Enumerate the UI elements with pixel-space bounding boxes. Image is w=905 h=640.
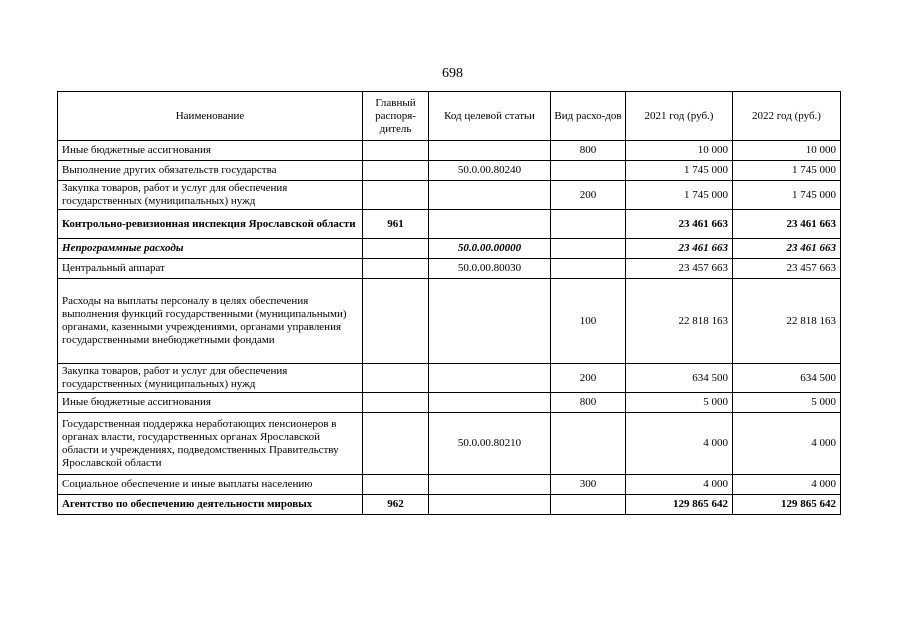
cell-year-2021: 4 000 [626,413,733,475]
table-row [58,495,841,515]
table-row [58,161,841,181]
cell-name: Расходы на выплаты персоналу в целях обеспечения выполнения функций государственными (муниципальными) органами, казенными учреждениями, органами управления государственными внебюджетными фондами [58,279,363,364]
cell-year-2021: 129 865 642 [626,495,733,515]
cell-expense-kind: 800 [551,393,626,413]
cell-year-2021: 23 461 663 [626,239,733,259]
cell-target-code [429,141,551,161]
cell-year-2021: 22 818 163 [626,279,733,364]
cell-year-2021: 4 000 [626,475,733,495]
cell-year-2022: 10 000 [733,141,841,161]
table-row [58,210,841,239]
cell-expense-kind: 800 [551,141,626,161]
cell-expense-kind [551,495,626,515]
table-row [58,279,841,364]
table-row [58,239,841,259]
cell-year-2021: 10 000 [626,141,733,161]
cell-year-2022: 23 461 663 [733,239,841,259]
cell-name: Иные бюджетные ассигнования [58,141,363,161]
budget-table [57,91,841,515]
header-expense-kind: Вид расхо-дов [551,92,626,141]
cell-expense-kind: 200 [551,181,626,210]
cell-main-manager [363,393,429,413]
cell-name: Выполнение других обязательств государства [58,161,363,181]
header-name: Наименование [58,92,363,141]
cell-year-2021: 634 500 [626,364,733,393]
cell-year-2021: 5 000 [626,393,733,413]
cell-expense-kind: 100 [551,279,626,364]
cell-year-2021: 23 457 663 [626,259,733,279]
cell-main-manager: 962 [363,495,429,515]
cell-name: Закупка товаров, работ и услуг для обеспечения государственных (муниципальных) нужд [58,364,363,393]
cell-target-code [429,210,551,239]
cell-expense-kind [551,161,626,181]
table-row [58,259,841,279]
cell-main-manager [363,239,429,259]
cell-main-manager [363,161,429,181]
cell-name: Контрольно-ревизионная инспекция Ярославской области [58,210,363,239]
cell-main-manager [363,279,429,364]
cell-target-code: 50.0.00.00000 [429,239,551,259]
cell-name: Закупка товаров, работ и услуг для обеспечения государственных (муниципальных) нужд [58,181,363,210]
cell-name: Государственная поддержка неработающих пенсионеров в органах власти, государственных органах Ярославской области и учреждениях, подведомственных Правительству Ярославской области [58,413,363,475]
cell-expense-kind [551,413,626,475]
cell-name: Иные бюджетные ассигнования [58,393,363,413]
cell-main-manager [363,364,429,393]
cell-year-2022: 23 457 663 [733,259,841,279]
cell-target-code [429,181,551,210]
cell-main-manager [363,259,429,279]
cell-year-2022: 1 745 000 [733,181,841,210]
table-row [58,393,841,413]
cell-year-2022: 4 000 [733,475,841,495]
cell-target-code [429,495,551,515]
cell-year-2022: 634 500 [733,364,841,393]
cell-year-2022: 4 000 [733,413,841,475]
cell-year-2022: 1 745 000 [733,161,841,181]
cell-year-2022: 5 000 [733,393,841,413]
cell-expense-kind: 200 [551,364,626,393]
cell-main-manager [363,413,429,475]
table-row [58,475,841,495]
cell-year-2021: 1 745 000 [626,161,733,181]
cell-year-2022: 22 818 163 [733,279,841,364]
table-row [58,181,841,210]
table-header-row [58,92,841,141]
cell-main-manager [363,141,429,161]
cell-expense-kind: 300 [551,475,626,495]
cell-target-code: 50.0.00.80240 [429,161,551,181]
header-main-manager: Главный распоря-дитель [363,92,429,141]
header-target-code: Код целевой статьи [429,92,551,141]
cell-main-manager: 961 [363,210,429,239]
cell-year-2022: 23 461 663 [733,210,841,239]
cell-expense-kind [551,259,626,279]
table-row [58,364,841,393]
cell-target-code: 50.0.00.80210 [429,413,551,475]
header-year-2022: 2022 год (руб.) [733,92,841,141]
cell-name: Агентство по обеспечению деятельности мировых [58,495,363,515]
header-year-2021: 2021 год (руб.) [626,92,733,141]
cell-target-code [429,279,551,364]
cell-year-2022: 129 865 642 [733,495,841,515]
cell-year-2021: 1 745 000 [626,181,733,210]
cell-target-code: 50.0.00.80030 [429,259,551,279]
table-row [58,413,841,475]
cell-expense-kind [551,239,626,259]
cell-name: Непрограммные расходы [58,239,363,259]
cell-name: Социальное обеспечение и иные выплаты населению [58,475,363,495]
cell-year-2021: 23 461 663 [626,210,733,239]
cell-main-manager [363,181,429,210]
cell-expense-kind [551,210,626,239]
table-row [58,141,841,161]
cell-name: Центральный аппарат [58,259,363,279]
cell-main-manager [363,475,429,495]
page-number: 698 [442,66,463,81]
cell-target-code [429,393,551,413]
cell-target-code [429,364,551,393]
cell-target-code [429,475,551,495]
